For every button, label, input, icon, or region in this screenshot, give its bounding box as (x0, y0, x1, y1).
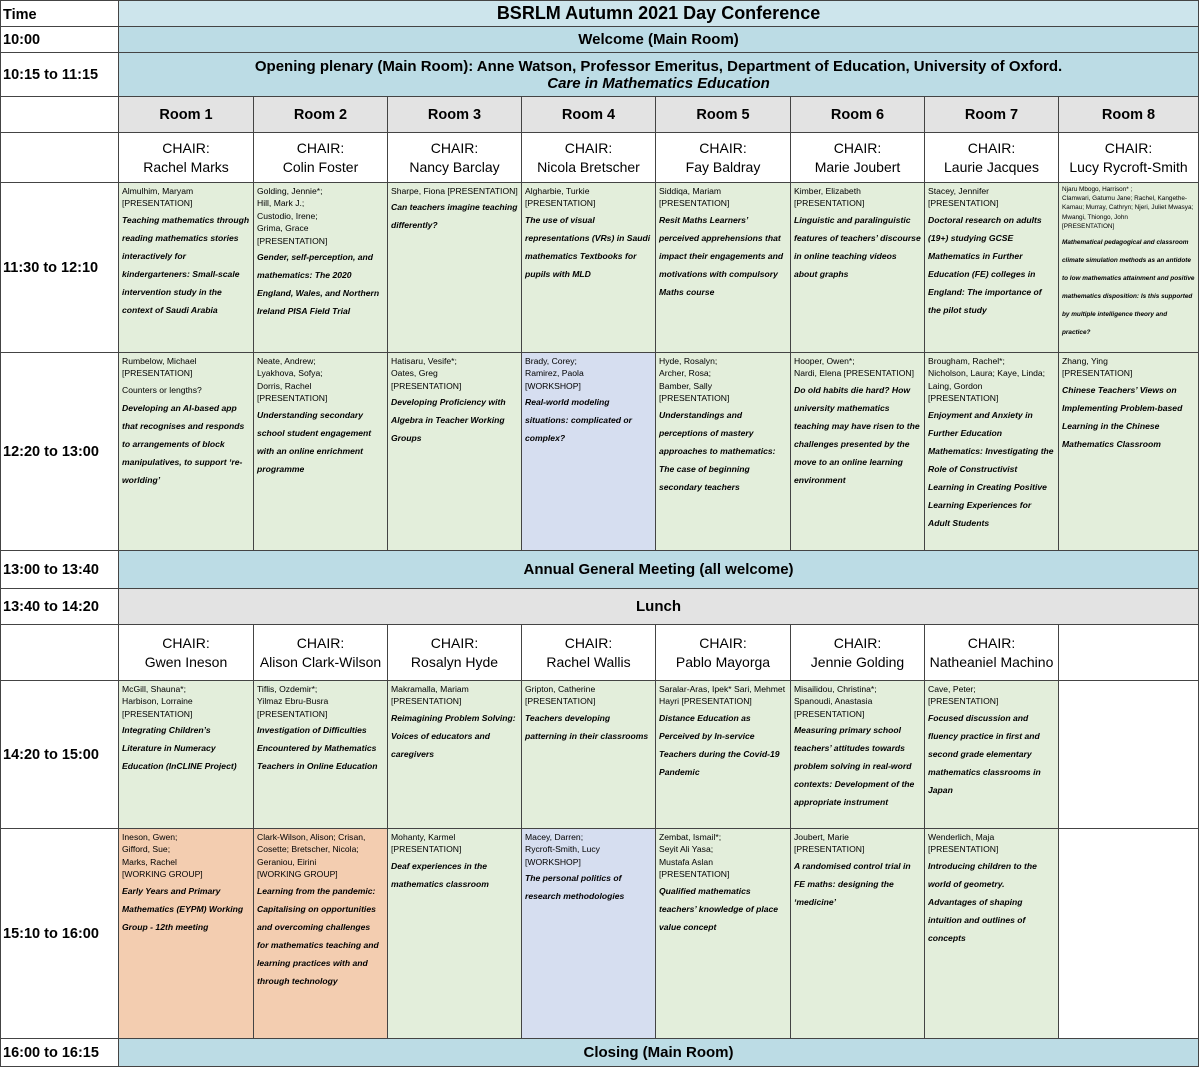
chair-row-blank (1, 133, 119, 183)
chair-cell (119, 133, 254, 183)
chair-cell (522, 133, 656, 183)
chair-label: CHAIR: (967, 139, 1016, 156)
room-header: Room 3 (388, 97, 522, 133)
session-title-block (1062, 231, 1195, 339)
session-cell (119, 353, 254, 551)
session-presenters: Makramalla, Mariam [PRESENTATION] (391, 684, 469, 707)
room-header: Room 8 (1059, 97, 1199, 133)
session-title-block (928, 405, 1055, 531)
slot-time: 14:20 to 15:00 (1, 681, 119, 829)
chair-label: CHAIR: (833, 139, 882, 156)
session-cell (791, 829, 925, 1039)
agm-banner: Annual General Meeting (all welcome) (119, 551, 1199, 589)
closing-banner: Closing (Main Room) (119, 1039, 1199, 1067)
session-title-block (928, 210, 1055, 318)
chair-name: Colin Foster (282, 158, 359, 175)
session-presenters: Algharbie, Turkie [PRESENTATION] (525, 186, 596, 209)
room-header: Room 1 (119, 97, 254, 133)
session-title-block (257, 720, 384, 774)
session-title-block (391, 856, 518, 892)
session-cell (254, 829, 388, 1039)
session-title: Integrating Children’s Literature in Numeracy Education (InCLINE Project) (122, 725, 237, 772)
session-cell (656, 353, 791, 551)
session-presenters: Cave, Peter; [PRESENTATION] (928, 684, 999, 707)
chair-name: Gwen Ineson (144, 653, 228, 670)
afternoon-chairs-row (1, 625, 1199, 681)
chair-name: Marie Joubert (814, 158, 901, 175)
slot-row (1, 353, 1199, 551)
session-presenters: Mohanty, Karmel [PRESENTATION] (391, 832, 462, 855)
session-presenters: Siddiqa, Mariam [PRESENTATION] (659, 186, 730, 209)
session-presenters: Brady, Corey; Ramirez, Paola [WORKSHOP] (525, 356, 584, 391)
session-title: Early Years and Primary Mathematics (EYPM) Working Group - 12th meeting (122, 885, 244, 932)
chair-label: CHAIR: (430, 139, 479, 156)
chair-name: Rachel Wallis (546, 653, 631, 670)
slot-time: 15:10 to 16:00 (1, 829, 119, 1039)
session-title: Resit Maths Learners’ perceived apprehensions that impact their engagements and motivations with compulsory Maths course (659, 214, 784, 297)
slot-time: 12:20 to 13:00 (1, 353, 119, 551)
session-title: Mathematical pedagogical and classroom climate simulation methods as an antidote to low mathematics attainment and positive mathematics disposition: Is this supported by multiple intelligence theory and practice? (1062, 239, 1195, 337)
session-title-block (794, 210, 921, 282)
time-header: Time (1, 1, 119, 27)
room-header: Room 6 (791, 97, 925, 133)
morning-chairs-row (1, 133, 1199, 183)
session-cell (388, 681, 522, 829)
chair-cell (791, 133, 925, 183)
chair-cell (925, 133, 1059, 183)
session-cell (1059, 353, 1199, 551)
session-cell (254, 353, 388, 551)
session-presenters: Joubert, Marie [PRESENTATION] (794, 832, 865, 855)
session-title-block (659, 708, 787, 780)
session-title-block (122, 720, 250, 774)
chair-cell (254, 133, 388, 183)
session-title-block (122, 380, 250, 488)
chair-label: CHAIR: (296, 634, 345, 651)
slot-row (1, 183, 1199, 353)
session-cell (791, 183, 925, 353)
slot-time: 11:30 to 12:10 (1, 183, 119, 353)
chair-label: CHAIR: (967, 634, 1016, 651)
agm-time: 13:00 to 13:40 (1, 551, 119, 589)
session-cell (791, 681, 925, 829)
chair-cell (388, 625, 522, 681)
session-title-block (794, 856, 921, 910)
session-title: The personal politics of research methodologies (525, 873, 625, 902)
chair-cell (925, 625, 1059, 681)
session-title-block (391, 708, 518, 762)
session-title-block (659, 210, 787, 300)
session-title: Deaf experiences in the mathematics classroom (391, 860, 489, 889)
chair-label: CHAIR: (564, 139, 613, 156)
session-title: Reimagining Problem Solving: Voices of educators and caregivers (391, 712, 516, 759)
plenary-topic: Care in Mathematics Education (547, 74, 770, 92)
session-title: Developing Proficiency with Algebra in Teacher Working Groups (391, 397, 506, 444)
session-title-block (257, 405, 384, 477)
room-header: Room 4 (522, 97, 656, 133)
session-title: Learning from the pandemic: Capitalising on opportunities and overcoming challenges for mathematics teaching and learning practices with and through technology (257, 885, 379, 986)
session-presenters: Stacey, Jennifer [PRESENTATION] (928, 186, 999, 209)
room-header: Room 7 (925, 97, 1059, 133)
session-title: Teachers developing patterning in their classrooms (525, 712, 649, 741)
chair-cell-empty (1059, 625, 1199, 681)
session-title-block (122, 881, 250, 935)
session-title: Chinese Teachers’ Views on Implementing Problem-based Learning in the Chinese Mathematics Classroom (1062, 384, 1183, 449)
session-presenters: Zhang, Ying [PRESENTATION] (1062, 356, 1133, 379)
chair-name: Pablo Mayorga (675, 653, 771, 670)
conference-title: BSRLM Autumn 2021 Day Conference (119, 1, 1199, 27)
plenary-banner (119, 53, 1199, 97)
lunch-banner: Lunch (119, 589, 1199, 625)
session-cell (119, 681, 254, 829)
session-title: Gender, self-perception, and mathematics: The 2020 England, Wales, and Northern Ireland PISA Field Trial (257, 252, 380, 317)
session-presenters: Neate, Andrew; Lyakhova, Sofya; Dorris, Rachel [PRESENTATION] (257, 356, 328, 404)
session-cell (388, 829, 522, 1039)
session-cell (522, 681, 656, 829)
chair-cell (791, 625, 925, 681)
session-title: Teaching mathematics through reading mathematics stories interactively for kindergarteners: Small-scale intervention study in the context of Saudi Arabia (122, 214, 250, 315)
session-title: Understandings and perceptions of mastery approaches to mathematics: The case of beginning secondary teachers (659, 409, 776, 492)
chair-name: Laurie Jacques (944, 158, 1039, 175)
plenary-time: 10:15 to 11:15 (1, 53, 119, 97)
session-presenters: McGill, Shauna*; Harbison, Lorraine [PRESENTATION] (122, 684, 193, 719)
session-title: Enjoyment and Anxiety in Further Education Mathematics: Investigating the Role of Constructivist Learning in Creating Positive Learning Experiences for Adult Students (928, 409, 1054, 528)
session-presenters: Rumbelow, Michael [PRESENTATION] (122, 356, 197, 379)
session-title-block (391, 392, 518, 446)
session-presenters: Kimber, Elizabeth [PRESENTATION] (794, 186, 865, 209)
session-cell (1059, 183, 1199, 353)
chair-name: Lucy Rycroft-Smith (1069, 158, 1188, 175)
session-cell (254, 681, 388, 829)
session-title: Can teachers imagine teaching differently? (391, 202, 518, 231)
session-cell (1059, 681, 1199, 829)
session-cell (254, 183, 388, 353)
room-row-blank (1, 97, 119, 133)
session-cell (522, 829, 656, 1039)
session-lead-text: Counters or lengths? (122, 384, 202, 395)
session-title-block (928, 856, 1055, 946)
session-title-block (794, 380, 921, 488)
chair-label: CHAIR: (699, 139, 747, 156)
session-presenters: Almulhim, Maryam [PRESENTATION] (122, 186, 194, 209)
chair-cell (522, 625, 656, 681)
session-title: Real-world modeling situations: complicated or complex? (525, 397, 632, 444)
session-title-block (1062, 380, 1195, 452)
session-title-block (391, 197, 518, 233)
chair-label: CHAIR: (296, 139, 345, 156)
session-presenters: Brougham, Rachel*; Nicholson, Laura; Kaye, Linda; Laing, Gordon [PRESENTATION] (928, 356, 1046, 404)
session-title-block (257, 247, 384, 319)
closing-time: 16:00 to 16:15 (1, 1039, 119, 1067)
slot-row (1, 681, 1199, 829)
chair-name: Rachel Marks (143, 158, 229, 175)
chair-cell (656, 133, 791, 183)
session-title: Understanding secondary school student engagement with an online enrichment programme (257, 409, 372, 474)
session-title-block (794, 720, 921, 810)
session-presenters: Sharpe, Fiona [PRESENTATION] (391, 186, 518, 196)
session-title: Qualified mathematics teachers’ knowledge of place value concept (659, 885, 779, 932)
session-presenters: Ineson, Gwen; Gifford, Sue; Marks, Rachel [WORKING GROUP] (122, 832, 203, 880)
chair-name: Jennie Golding (810, 653, 905, 670)
session-cell (925, 829, 1059, 1039)
session-presenters: Wenderlich, Maja [PRESENTATION] (928, 832, 999, 855)
chair-name: Natheaniel Machino (929, 653, 1054, 670)
chair-name: Nancy Barclay (409, 158, 500, 175)
chair-label: CHAIR: (564, 634, 613, 651)
session-presenters: Saralar-Aras, Ipek* Sari, Mehmet Hayri [PRESENTATION] (659, 684, 786, 707)
session-cell (522, 353, 656, 551)
session-cell (791, 353, 925, 551)
session-title: The use of visual representations (VRs) in Saudi mathematics Textbooks for pupils with MLD (525, 214, 651, 279)
chair-cell (388, 133, 522, 183)
session-title-block (659, 881, 787, 935)
plenary-speaker: Opening plenary (Main Room): Anne Watson, Professor Emeritus, Department of Education, University of Oxford. (254, 57, 1063, 75)
session-cell (388, 353, 522, 551)
session-title: A randomised control trial in FE maths: designing the ‘medicine’ (794, 860, 911, 907)
session-presenters: Hatisaru, Vesife*; Oates, Greg [PRESENTATION] (391, 356, 462, 391)
session-cell (656, 183, 791, 353)
session-title: Measuring primary school teachers’ attitudes towards problem solving in real-word contexts: Development of the appropriate instrument (794, 725, 915, 808)
chair-name: Rosalyn Hyde (410, 653, 499, 670)
session-presenters: Clark-Wilson, Alison; Crisan, Cosette; Bretscher, Nicola; Geraniou, Eirini [WORKING GROUP] (257, 832, 366, 880)
room-header: Room 2 (254, 97, 388, 133)
session-cell (656, 681, 791, 829)
session-presenters: Macey, Darren; Rycroft-Smith, Lucy [WORKSHOP] (525, 832, 600, 867)
chair-cell (1059, 133, 1199, 183)
session-title: Introducing children to the world of geometry. Advantages of shaping intuition and outlines of concepts (928, 860, 1037, 943)
session-presenters: Tiflis, Ozdemir*; Yilmaz Ebru-Busra [PRESENTATION] (257, 684, 329, 719)
session-title-block (525, 210, 652, 282)
session-cell (1059, 829, 1199, 1039)
session-cell (925, 681, 1059, 829)
room-header-row (1, 97, 1199, 133)
session-cell (656, 829, 791, 1039)
session-title-block (525, 868, 652, 904)
session-title-block (122, 210, 250, 318)
session-title: Focused discussion and fluency practice in first and second grade elementary mathematics classrooms in Japan (928, 712, 1041, 795)
chair-name: Fay Baldray (685, 158, 761, 175)
session-cell (522, 183, 656, 353)
session-presenters: Hyde, Rosalyn; Archer, Rosa; Bamber, Sally [PRESENTATION] (659, 356, 730, 404)
lunch-time: 13:40 to 14:20 (1, 589, 119, 625)
session-cell (388, 183, 522, 353)
session-title: Doctoral research on adults (19+) studying GCSE Mathematics in Further Education (FE) colleges in England: The importance of the pilot study (928, 214, 1042, 315)
session-title-block (525, 708, 652, 744)
session-presenters: Hooper, Owen*; Nardi, Elena [PRESENTATION] (794, 356, 915, 379)
session-title: Linguistic and paralinguistic features of teachers’ discourse in online teaching videos about graphs (794, 214, 921, 279)
session-title-block (525, 392, 652, 446)
session-title: Developing an AI-based app that recognises and responds to arrangements of block manipulatives, to support ‘re-worlding’ (122, 402, 245, 485)
session-cell (925, 183, 1059, 353)
chair-label: CHAIR: (162, 139, 210, 156)
session-title: Investigation of Difficulties Encountered by Mathematics Teachers in Online Education (257, 725, 378, 772)
chair-label: CHAIR: (699, 634, 747, 651)
session-presenters: Zembat, Ismail*; Seyit Ali Yasa; Mustafa Aslan [PRESENTATION] (659, 832, 730, 880)
session-presenters: Njaru Mbogo, Harrison* ; Clamwari, Gatumu Jane; Rachel, Kangethe-Kamau; Murray, Cathryn; Njeri, Juliet Mwasya; Mwangi, Thiongo, John [PRESENTATION] (1062, 186, 1194, 230)
room-header: Room 5 (656, 97, 791, 133)
chair-cell (119, 625, 254, 681)
welcome-time: 10:00 (1, 27, 119, 53)
chair-label: CHAIR: (162, 634, 210, 651)
session-title-block (928, 708, 1055, 798)
chair-name: Alison Clark-Wilson (259, 653, 382, 670)
session-title-block (257, 881, 384, 989)
session-presenters: Gripton, Catherine [PRESENTATION] (525, 684, 596, 707)
session-title: Do old habits die hard? How university mathematics teaching may have risen to the challenges presented by the move to an online learning environment (794, 384, 920, 485)
session-presenters: Misailidou, Christina*; Spanoudi, Anastasia [PRESENTATION] (794, 684, 877, 719)
welcome-banner: Welcome (Main Room) (119, 27, 1199, 53)
chair-cell (254, 625, 388, 681)
chair-label: CHAIR: (1104, 139, 1153, 156)
chair-cell (656, 625, 791, 681)
session-presenters: Golding, Jennie*; Hill, Mark J.; Custodio, Irene; Grima, Grace [PRESENTATION] (257, 186, 328, 246)
chair-label: CHAIR: (430, 634, 479, 651)
slot-row (1, 829, 1199, 1039)
session-title: Distance Education as Perceived by In-service Teachers during the Covid-19 Pandemic (659, 712, 780, 777)
session-cell (119, 183, 254, 353)
chair-name: Nicola Bretscher (537, 158, 640, 175)
session-cell (925, 353, 1059, 551)
chair-label: CHAIR: (833, 634, 882, 651)
chair-row-blank (1, 625, 119, 681)
session-cell (119, 829, 254, 1039)
session-title-block (659, 405, 787, 495)
